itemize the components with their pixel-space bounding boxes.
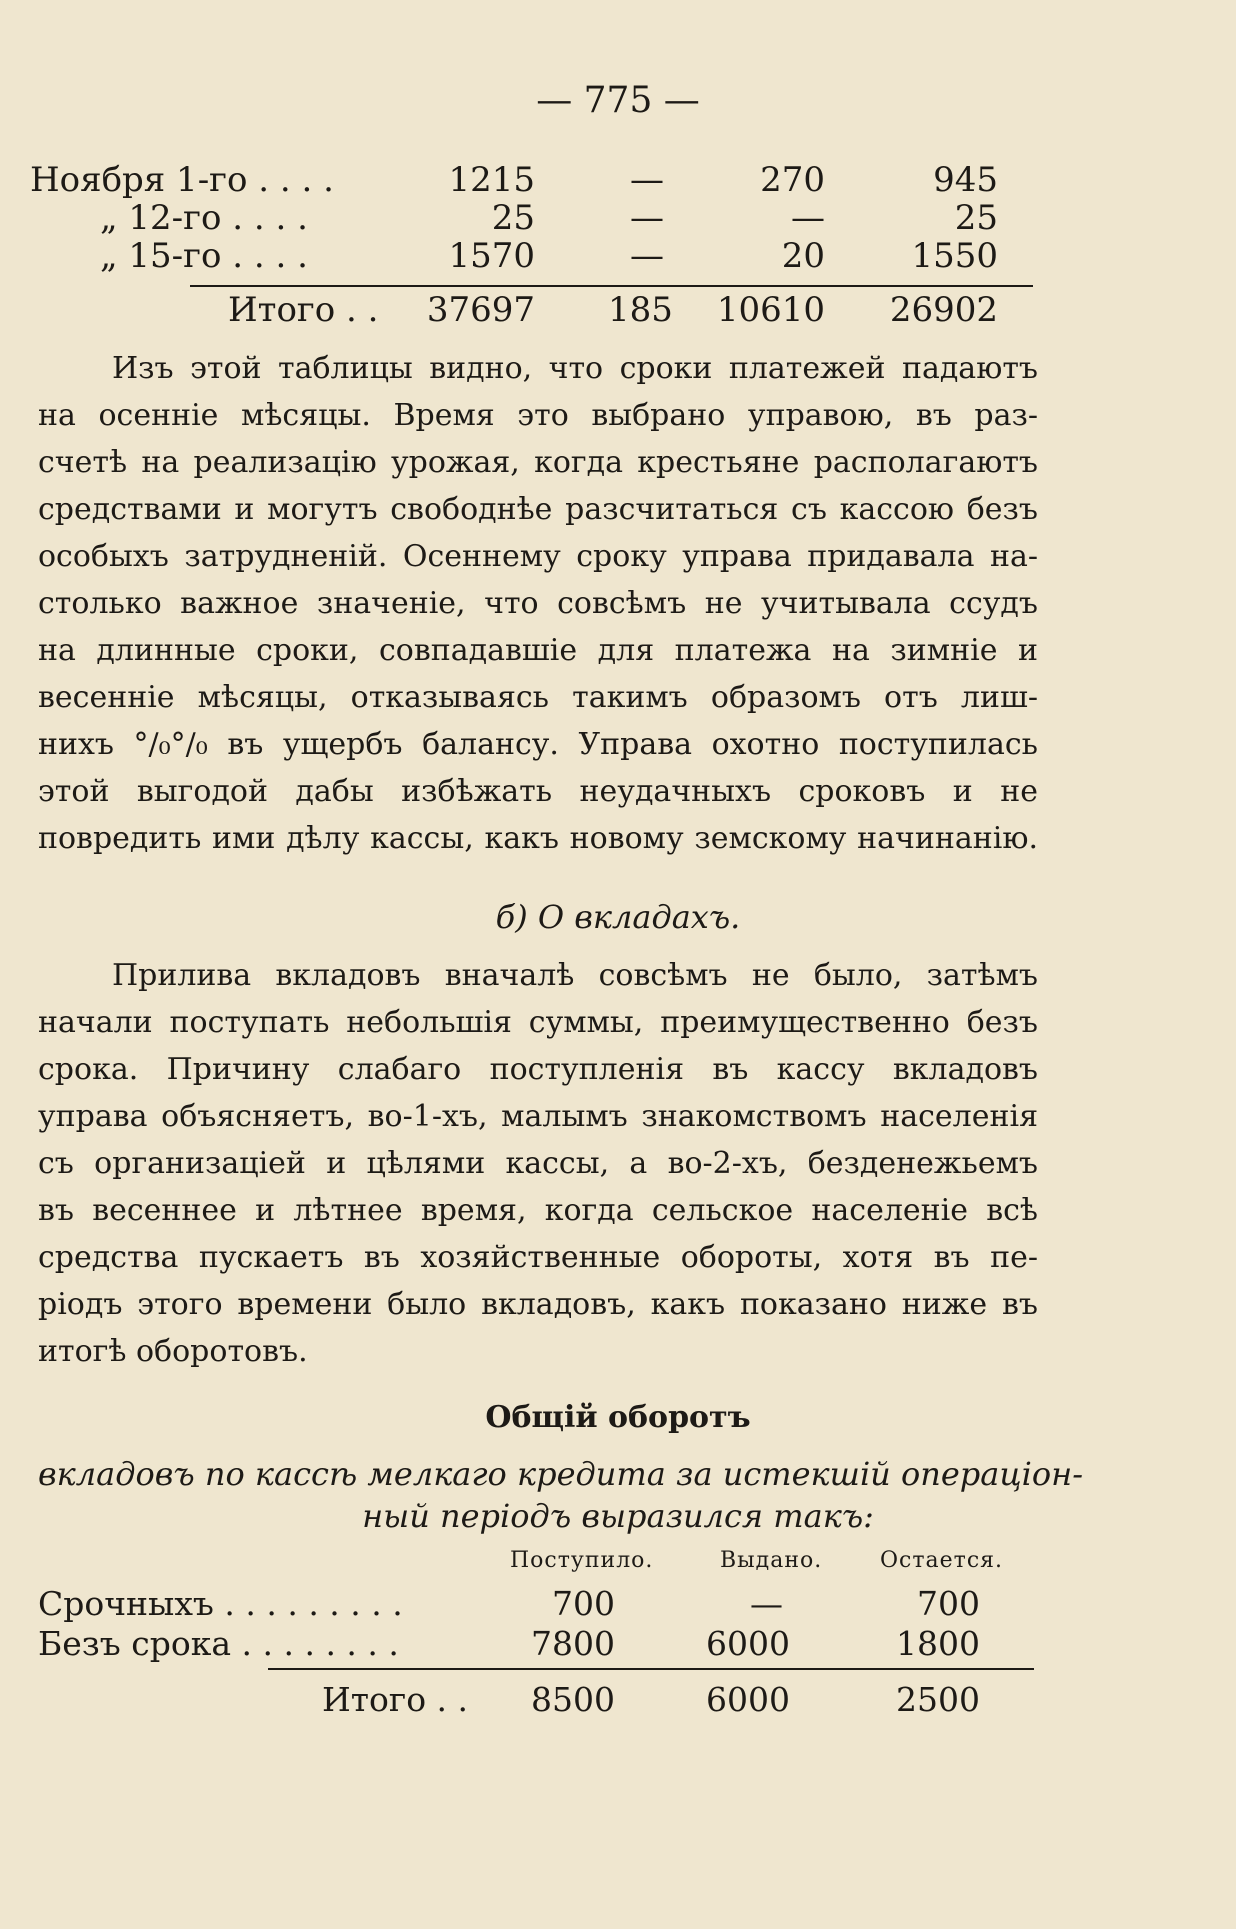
text-line: начали поступать небольшiя суммы, преимущественно безъ [38,1005,1038,1040]
column-header: Выдано. [720,1548,823,1573]
cell: 700 [917,1584,980,1623]
total-rule [268,1668,1034,1670]
cell: — [750,1584,783,1623]
cell: 25 [491,198,535,238]
text-line: счетѣ на реализацiю урожая, когда крестьяне располагаютъ [38,445,1038,480]
row-label: Срочныхъ . . . . . . . . . [38,1584,403,1623]
total-cell: 6000 [706,1680,790,1719]
total-cell: 185 [608,290,673,330]
cell: 25 [954,198,998,238]
text-line: Изъ этой таблицы видно, что сроки платежей падаютъ [112,351,1038,386]
column-header: Поступило. [510,1548,654,1573]
cell: 1215 [448,160,535,200]
section-subheading: б) О вкладахъ. [495,898,741,936]
text-line: рiодъ этого времени было вкладовъ, какъ показано ниже въ [38,1287,1038,1322]
text-line: особыхъ затрудненiй. Осеннему сроку управа придавала на- [38,539,1038,574]
text-line: Прилива вкладовъ вначалѣ совсѣмъ не было, затѣмъ [112,958,1038,993]
total-cell: 10610 [716,290,825,330]
row-label: Безъ срока . . . . . . . . [38,1624,399,1663]
row-label: Ноября 1-го . . . . [30,160,334,200]
cell: — [791,198,825,238]
total-cell: 8500 [531,1680,615,1719]
cell: — [630,160,664,200]
total-cell: 37697 [426,290,535,330]
text-line: нихъ °/₀°/₀ въ ущербъ балансу. Управа охотно поступилась [38,727,1038,762]
cell: 7800 [531,1624,615,1663]
cell: 20 [781,236,825,276]
text-line: управа объясняетъ, во-1-хъ, малымъ знакомствомъ населенiя [38,1099,1038,1134]
text-line: съ организацiей и цѣлями кассы, а во-2-хъ, безденежьемъ [38,1146,1038,1181]
cell: — [630,198,664,238]
total-label: Итого . . [228,290,379,330]
text-line: итогѣ оборотовъ. [38,1334,308,1369]
total-cell: 26902 [889,290,998,330]
cell: 1800 [896,1624,980,1663]
cell: 6000 [706,1624,790,1663]
text-line: въ весеннее и лѣтнее время, когда сельское населенiе всѣ [38,1193,1038,1228]
text-line: срока. Причину слабаго поступленiя въ кассу вкладовъ [38,1052,1038,1087]
cell: 700 [552,1584,615,1623]
text-line: на осеннiе мѣсяцы. Время это выбрано управою, въ раз- [38,398,1038,433]
text-line: повредить ими дѣлу кассы, какъ новому земскому начинанiю. [38,821,1038,856]
text-line: столько важное значенiе, что совсѣмъ не учитывала ссудъ [38,586,1038,621]
cell: — [630,236,664,276]
cell: 1570 [448,236,535,276]
total-label: Итого . . [322,1680,469,1719]
paragraph-loan-terms [38,345,1038,862]
text-line: средствами и могутъ свободнѣе разсчитаться съ кассою безъ [38,492,1038,527]
text-line: весеннiе мѣсяцы, отказываясь такимъ образомъ отъ лиш- [38,680,1038,715]
cell: 1550 [911,236,998,276]
page-number: — 775 — [536,80,700,121]
table-caption-line: вкладовъ по кассѣ мелкаго кредита за истекшiй операцiон- [38,1455,1084,1493]
table-heading: Общiй оборотъ [485,1400,751,1435]
cell: 945 [933,160,998,200]
text-line: этой выгодой дабы избѣжать неудачныхъ сроковъ и не [38,774,1038,809]
cell: 270 [760,160,825,200]
text-line: на длинные сроки, совпадавшiе для платежа на зимнiе и [38,633,1038,668]
total-rule [190,285,1033,287]
row-label: „ 12-го . . . . [100,198,308,238]
total-cell: 2500 [896,1680,980,1719]
paragraph-deposits [38,952,1038,1375]
column-header: Остается. [880,1548,1004,1573]
row-label: „ 15-го . . . . [100,236,308,276]
text-line: средства пускаетъ въ хозяйственные обороты, хотя въ пе- [38,1240,1038,1275]
table-caption-line: ный перiодъ выразился такъ: [362,1497,874,1535]
